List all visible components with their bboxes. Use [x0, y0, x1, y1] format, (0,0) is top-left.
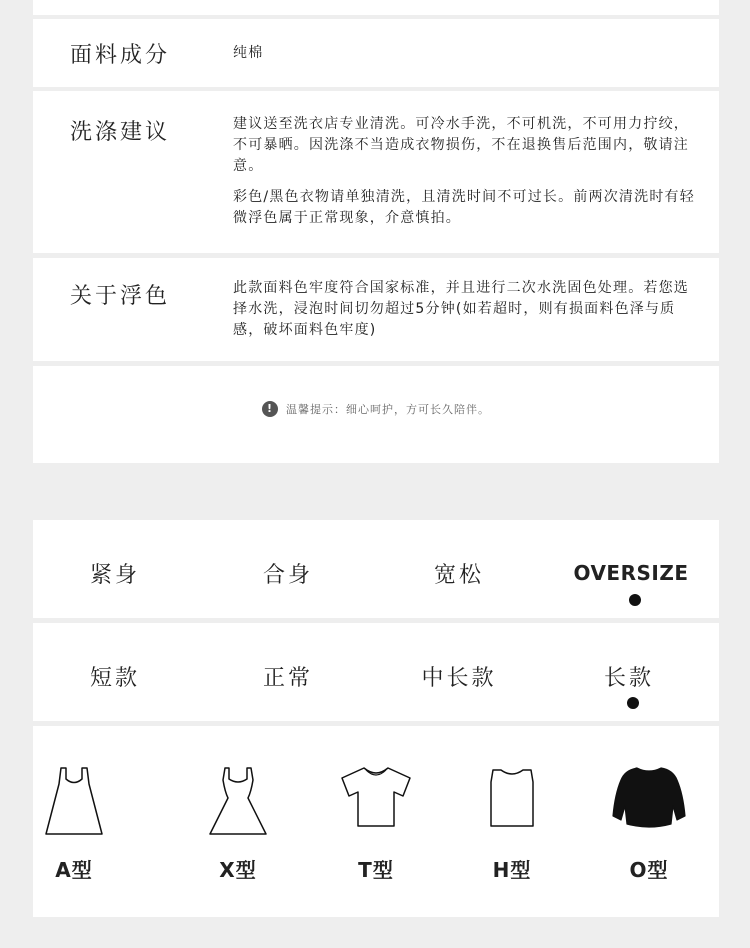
x-line-dress-icon — [188, 764, 288, 844]
length-option-midlength: 中长款 — [421, 666, 497, 691]
a-line-dress-icon — [24, 764, 124, 844]
fabric-title: 面料成分 — [70, 43, 171, 68]
fit-row — [33, 520, 719, 618]
fading-title: 关于浮色 — [70, 284, 171, 309]
top-card-edge — [33, 0, 719, 15]
length-option-short: 短款 — [89, 666, 140, 691]
washing-title: 洗涤建议 — [70, 120, 171, 145]
length-row — [33, 623, 719, 721]
length-selected-dot — [627, 697, 639, 709]
fabric-text: 纯棉 — [233, 45, 264, 61]
washing-text-1: 建议送至洗衣店专业清洗。可冷水手洗，不可机洗，不可用力拧绞，不可暴晒。因洗涤不当造成衣物损伤，不在退换售后范围内，敬请注意。 — [233, 116, 689, 174]
silhouette-row — [33, 726, 719, 917]
length-option-long: 长款 — [603, 666, 654, 691]
fading-text: 此款面料色牢度符合国家标准，并且进行二次水洗固色处理。若您选择水洗，浸泡时间切勿超过5分钟(如若超时，则有损面料色泽与质感，破坏面料色牢度) — [233, 280, 689, 338]
fit-option-loose: 宽松 — [433, 563, 484, 588]
fit-option-regular: 合身 — [262, 563, 313, 588]
h-line-tank-icon — [462, 764, 562, 844]
fabric-row — [33, 19, 719, 87]
t-shirt-icon — [326, 764, 426, 844]
silhouette-label-x: X型 — [219, 858, 257, 882]
fading-row — [33, 258, 719, 361]
o-shape-sweater-icon — [599, 764, 699, 844]
silhouette-label-t: T型 — [358, 858, 394, 882]
silhouette-label-h: H型 — [492, 858, 532, 882]
warning-icon: ! — [262, 401, 278, 417]
fit-option-tight: 紧身 — [89, 563, 140, 588]
tip — [33, 401, 719, 417]
fit-selected-dot — [629, 594, 641, 606]
length-option-normal: 正常 — [262, 666, 313, 691]
silhouette-label-o: O型 — [629, 858, 669, 882]
washing-text-2: 彩色/黑色衣物请单独清洗，且清洗时间不可过长。前两次清洗时有轻微浮色属于正常现象，介意慎拍。 — [233, 189, 695, 226]
silhouette-label-a: A型 — [55, 858, 93, 882]
washing-row — [33, 91, 719, 253]
tip-text: 温馨提示：细心呵护，方可长久陪伴。 — [286, 403, 490, 416]
tip-row — [33, 366, 719, 463]
fit-option-oversize: OVERSIZE — [573, 561, 689, 585]
